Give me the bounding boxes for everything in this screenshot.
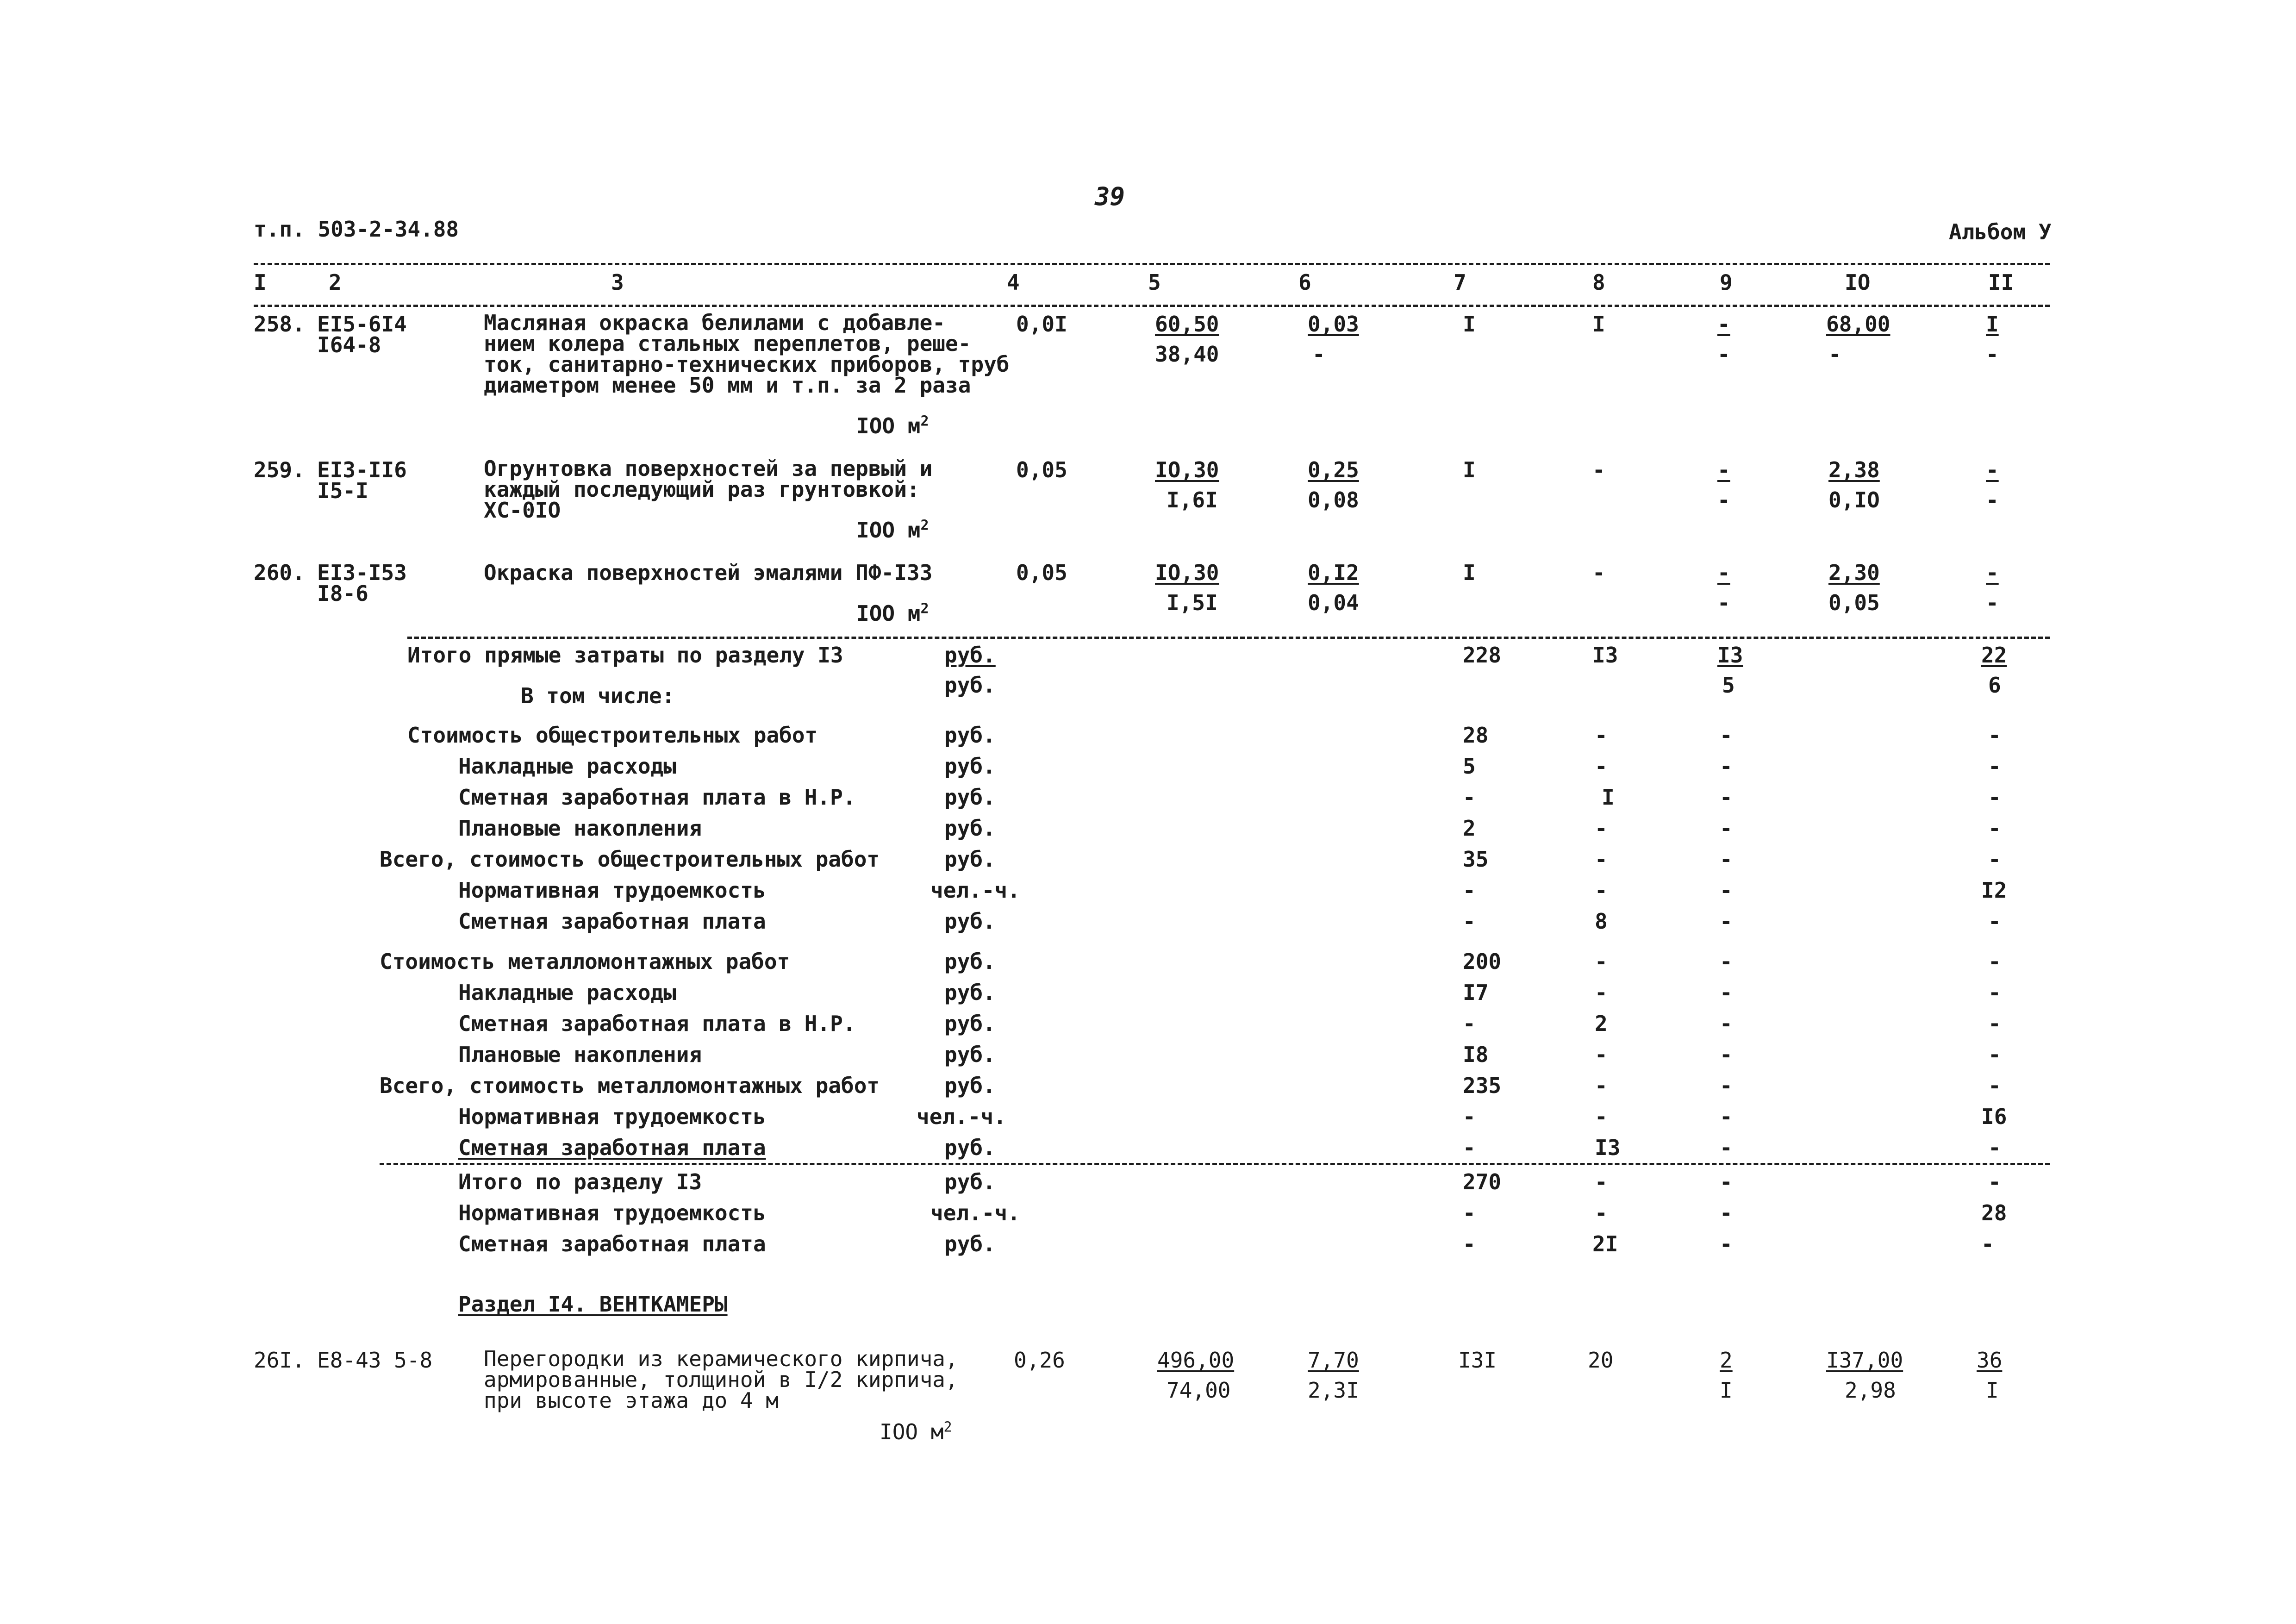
cell-col6-top: 0,25 [1308,457,1359,482]
norm-code: EI5-6I4 [317,312,407,337]
summary-col7: - [1463,785,1476,810]
summary-col8: - [1595,1169,1608,1194]
cell-col5-bottom: I,6I [1167,487,1218,512]
cell-col10-bottom: - [1828,342,1841,367]
section-total-rule [380,1163,2050,1165]
summary-col11: - [1988,1073,2001,1098]
summary-col8: - [1595,816,1608,841]
summary-unit: руб. [944,1135,996,1160]
summary-label: Сметная заработная плата [458,909,766,934]
unit-text: IOO м [856,518,921,543]
col-header-1: I [254,270,267,295]
summary-col9: - [1720,785,1733,810]
summary-col8: 2 [1595,1011,1608,1036]
summary-label: Плановые накопления [458,1042,702,1067]
row-number: 258. [254,312,305,337]
work-description: нием колера стальных переплетов, реше- [484,331,971,356]
summary-col8: I3 [1595,1135,1621,1160]
summary-unit: руб. [944,909,996,934]
summary-label: Плановые накопления [458,816,702,841]
cell-col11-top: - [1986,560,1999,585]
summary-col7: 28 [1463,723,1489,748]
work-description: Перегородки из керамического кирпича, [484,1346,958,1371]
cell-col5-top: 496,00 [1157,1348,1235,1373]
summary-col7: - [1463,1200,1476,1225]
cell-col5-bottom: I,5I [1167,590,1218,615]
summary-unit: руб. [944,847,996,872]
summary-col11: - [1988,949,2001,974]
summary-unit: чел.-ч. [930,878,1020,903]
summary-label: Нормативная трудоемкость [458,878,766,903]
summary-label: Накладные расходы [458,754,676,779]
summary-col11: - [1988,980,2001,1005]
summary-unit: руб. [944,643,996,668]
summary-col9: 5 [1722,673,1735,698]
summary-col9: - [1720,1042,1733,1067]
col-header-9: 9 [1720,270,1733,295]
cell-col9-top: 2 [1720,1348,1733,1373]
summary-col11: - [1988,1135,2001,1160]
summary-col9: - [1720,909,1733,934]
summary-top-rule [407,637,2050,639]
work-description: ХС-0IO [484,498,561,523]
cell-col7: I [1463,457,1476,482]
cell-col10-bottom: 0,IO [1828,487,1880,512]
summary-label: Сметная заработная плата [458,1231,766,1256]
cell-col11-bottom: - [1986,590,1999,615]
col-header-8: 8 [1592,270,1605,295]
summary-col7: 2 [1463,816,1476,841]
summary-col9: - [1720,1104,1733,1129]
work-description: диаметром менее 50 мм и т.п. за 2 раза [484,373,971,398]
cell-col4: 0,05 [1016,560,1067,585]
summary-col11: 28 [1981,1200,2007,1225]
summary-col9: - [1720,1200,1733,1225]
page-number: 39 [1095,182,1125,211]
summary-col8: - [1595,1073,1608,1098]
summary-unit: руб. [944,1169,996,1194]
summary-col8: - [1595,723,1608,748]
summary-unit: руб. [944,1042,996,1067]
cell-col11-bottom: I [1986,1378,1999,1403]
document-id: т.п. 503-2-34.88 [254,217,459,242]
summary-col7: 5 [1463,754,1476,779]
cell-col8: 20 [1588,1348,1614,1373]
summary-col11: - [1988,816,2001,841]
unit-text: IOO м [856,601,921,626]
cell-col6-top: 0,03 [1308,312,1359,337]
col-header-5: 5 [1148,270,1161,295]
cell-col7: I [1463,560,1476,585]
summary-col9: - [1720,1073,1733,1098]
work-description: Окраска поверхностей эмалями ПФ-I33 [484,560,933,585]
norm-code: I64-8 [317,332,381,357]
summary-col8: - [1595,980,1608,1005]
summary-col7: - [1463,878,1476,903]
col-header-6: 6 [1298,270,1311,295]
cell-col5-bottom: 74,00 [1167,1378,1231,1403]
summary-col8: - [1595,878,1608,903]
cell-col5-top: IO,30 [1155,560,1219,585]
unit-text: IOO м [856,413,921,438]
summary-col9: - [1720,1135,1733,1160]
summary-col9: - [1720,949,1733,974]
summary-col7: 235 [1463,1073,1502,1098]
summary-col7: - [1463,1011,1476,1036]
summary-col9: - [1720,754,1733,779]
cell-col6-bottom: 0,08 [1308,487,1359,512]
summary-col7: 228 [1463,643,1502,668]
summary-col11: - [1988,909,2001,934]
summary-label: Итого прямые затраты по разделу I3 [407,643,843,668]
header-bottom-rule [254,305,2050,307]
cell-col10-top: 68,00 [1826,312,1890,337]
summary-subheading: В том числе: [521,683,675,708]
col-header-2: 2 [329,270,342,295]
summary-col7: I7 [1463,980,1489,1005]
summary-unit: руб. [944,1011,996,1036]
cell-col9-bottom: I [1720,1378,1733,1403]
summary-label: Всего, стоимость общестроительных работ [380,847,880,872]
summary-col9: - [1720,723,1733,748]
unit-label: IOO $м^2$ [880,1419,952,1444]
col-header-4: 4 [1007,270,1020,295]
cell-col10-top: 2,38 [1828,457,1880,482]
cell-col8: - [1592,560,1605,585]
summary-col8: - [1595,1104,1608,1129]
norm-code: EI3-II6 [317,457,407,482]
cell-col8: - [1592,457,1605,482]
summary-label: Итого по разделу I3 [458,1169,702,1194]
summary-col8: 2I [1592,1231,1618,1256]
header-top-rule [254,263,2050,265]
cell-col11-bottom: - [1986,487,1999,512]
summary-unit: руб. [944,723,996,748]
summary-col8: - [1595,1200,1608,1225]
section-title: Раздел I4. ВЕНТКАМЕРЫ [458,1292,728,1317]
summary-col11: I2 [1981,878,2007,903]
summary-col7: 270 [1463,1169,1502,1194]
summary-col8: - [1595,847,1608,872]
col-header-3: 3 [611,270,624,295]
summary-col9: - [1720,816,1733,841]
norm-code: I5-I [317,478,368,503]
cell-col9-top: - [1717,312,1730,337]
row-number: 260. [254,560,305,585]
cell-col6-top: 7,70 [1308,1348,1359,1373]
album-label: Альбом У [1949,219,2052,244]
summary-col11: - [1988,1042,2001,1067]
norm-code: I8-6 [317,581,368,606]
summary-unit: чел.-ч. [917,1104,1006,1129]
summary-unit: руб. [944,816,996,841]
summary-col7: - [1463,1135,1476,1160]
cell-col9-bottom: - [1717,590,1730,615]
summary-col8: I3 [1592,643,1618,668]
summary-unit: руб. [944,754,996,779]
cell-col9-top: - [1717,457,1730,482]
cell-col10-bottom: 2,98 [1845,1378,1896,1403]
cell-col7: I3I [1458,1348,1497,1373]
summary-label: Сметная заработная плата [458,1135,766,1160]
summary-col9: - [1720,847,1733,872]
col-header-7: 7 [1454,270,1466,295]
cell-col9-bottom: - [1717,487,1730,512]
summary-col7: I8 [1463,1042,1489,1067]
cell-col10-top: 2,30 [1828,560,1880,585]
summary-unit: чел.-ч. [930,1200,1020,1225]
summary-unit: руб. [944,673,996,698]
summary-label: Сметная заработная плата в Н.Р. [458,1011,856,1036]
col-header-10: IO [1845,270,1871,295]
unit-label: IOO $м^2$ [856,517,929,543]
summary-label: Нормативная трудоемкость [458,1200,766,1225]
work-description: при высоте этажа до 4 м [484,1388,779,1413]
unit-text: IOO м [880,1419,944,1444]
summary-col9: I3 [1717,643,1743,668]
summary-col11: - [1981,1231,1994,1256]
summary-label: Накладные расходы [458,980,676,1005]
summary-col11: - [1988,1169,2001,1194]
summary-label: Сметная заработная плата в Н.Р. [458,785,856,810]
summary-col7: - [1463,1231,1476,1256]
summary-col11: I6 [1981,1104,2007,1129]
cell-col11-top: I [1986,312,1999,337]
summary-unit: руб. [944,785,996,810]
summary-col11: - [1988,754,2001,779]
summary-col8: - [1595,754,1608,779]
summary-col11: - [1988,785,2001,810]
work-description: ток, санитарно-технических приборов, труб [484,352,1010,377]
cell-col9-top: - [1717,560,1730,585]
summary-unit: руб. [944,980,996,1005]
summary-col7: - [1463,1104,1476,1129]
work-description: армированные, толщиной в I/2 кирпича, [484,1367,958,1392]
col-header-11: II [1988,270,2014,295]
summary-col9: - [1720,980,1733,1005]
summary-col8: - [1595,949,1608,974]
norm-code: EI3-I53 [317,560,407,585]
norm-code: E8-43 5-8 [317,1348,433,1373]
unit-label: IOO $м^2$ [856,600,929,626]
unit-label: IOO $м^2$ [856,413,929,438]
summary-col9: - [1720,1231,1733,1256]
summary-col8: I [1602,785,1615,810]
work-description: Масляная окраска белилами с добавле- [484,310,945,335]
cell-col10-bottom: 0,05 [1828,590,1880,615]
summary-col11: - [1988,723,2001,748]
cell-col4: 0,0I [1016,312,1067,337]
summary-unit: руб. [944,1073,996,1098]
cell-col7: I [1463,312,1476,337]
row-number: 259. [254,457,305,482]
summary-col9: - [1720,1011,1733,1036]
work-description: Огрунтовка поверхностей за первый и [484,456,933,481]
cell-col6-top: 0,I2 [1308,560,1359,585]
summary-col7: 35 [1463,847,1489,872]
summary-col7: 200 [1463,949,1502,974]
summary-col11: 22 [1981,643,2007,668]
cell-col4: 0,05 [1016,457,1067,482]
summary-col7: - [1463,909,1476,934]
cell-col5-top: 60,50 [1155,312,1219,337]
cell-col11-top: 36 [1977,1348,2003,1373]
summary-unit: руб. [944,949,996,974]
summary-col9: - [1720,1169,1733,1194]
cell-col8: I [1592,312,1605,337]
cell-col10-top: I37,00 [1826,1348,1903,1373]
summary-unit: руб. [944,1231,996,1256]
row-number: 26I. [254,1348,305,1373]
summary-label: Стоимость общестроительных работ [407,723,818,748]
cell-col6-bottom: 2,3I [1308,1378,1359,1403]
cell-col4: 0,26 [1014,1348,1065,1373]
summary-label: Стоимость металломонтажных работ [380,949,790,974]
work-description: каждый последующий раз грунтовкой: [484,477,920,502]
cell-col6-bottom: - [1312,342,1325,367]
summary-col11: - [1988,1011,2001,1036]
cell-col11-bottom: - [1986,342,1999,367]
cell-col5-top: IO,30 [1155,457,1219,482]
summary-label: Нормативная трудоемкость [458,1104,766,1129]
summary-col8: - [1595,1042,1608,1067]
summary-label: Всего, стоимость металломонтажных работ [380,1073,880,1098]
summary-col11: - [1988,847,2001,872]
summary-col8: 8 [1595,909,1608,934]
summary-col9: - [1720,878,1733,903]
cell-col6-bottom: 0,04 [1308,590,1359,615]
cell-col11-top: - [1986,457,1999,482]
cell-col9-bottom: - [1717,342,1730,367]
summary-col11: 6 [1988,673,2001,698]
cell-col5-bottom: 38,40 [1155,342,1219,367]
